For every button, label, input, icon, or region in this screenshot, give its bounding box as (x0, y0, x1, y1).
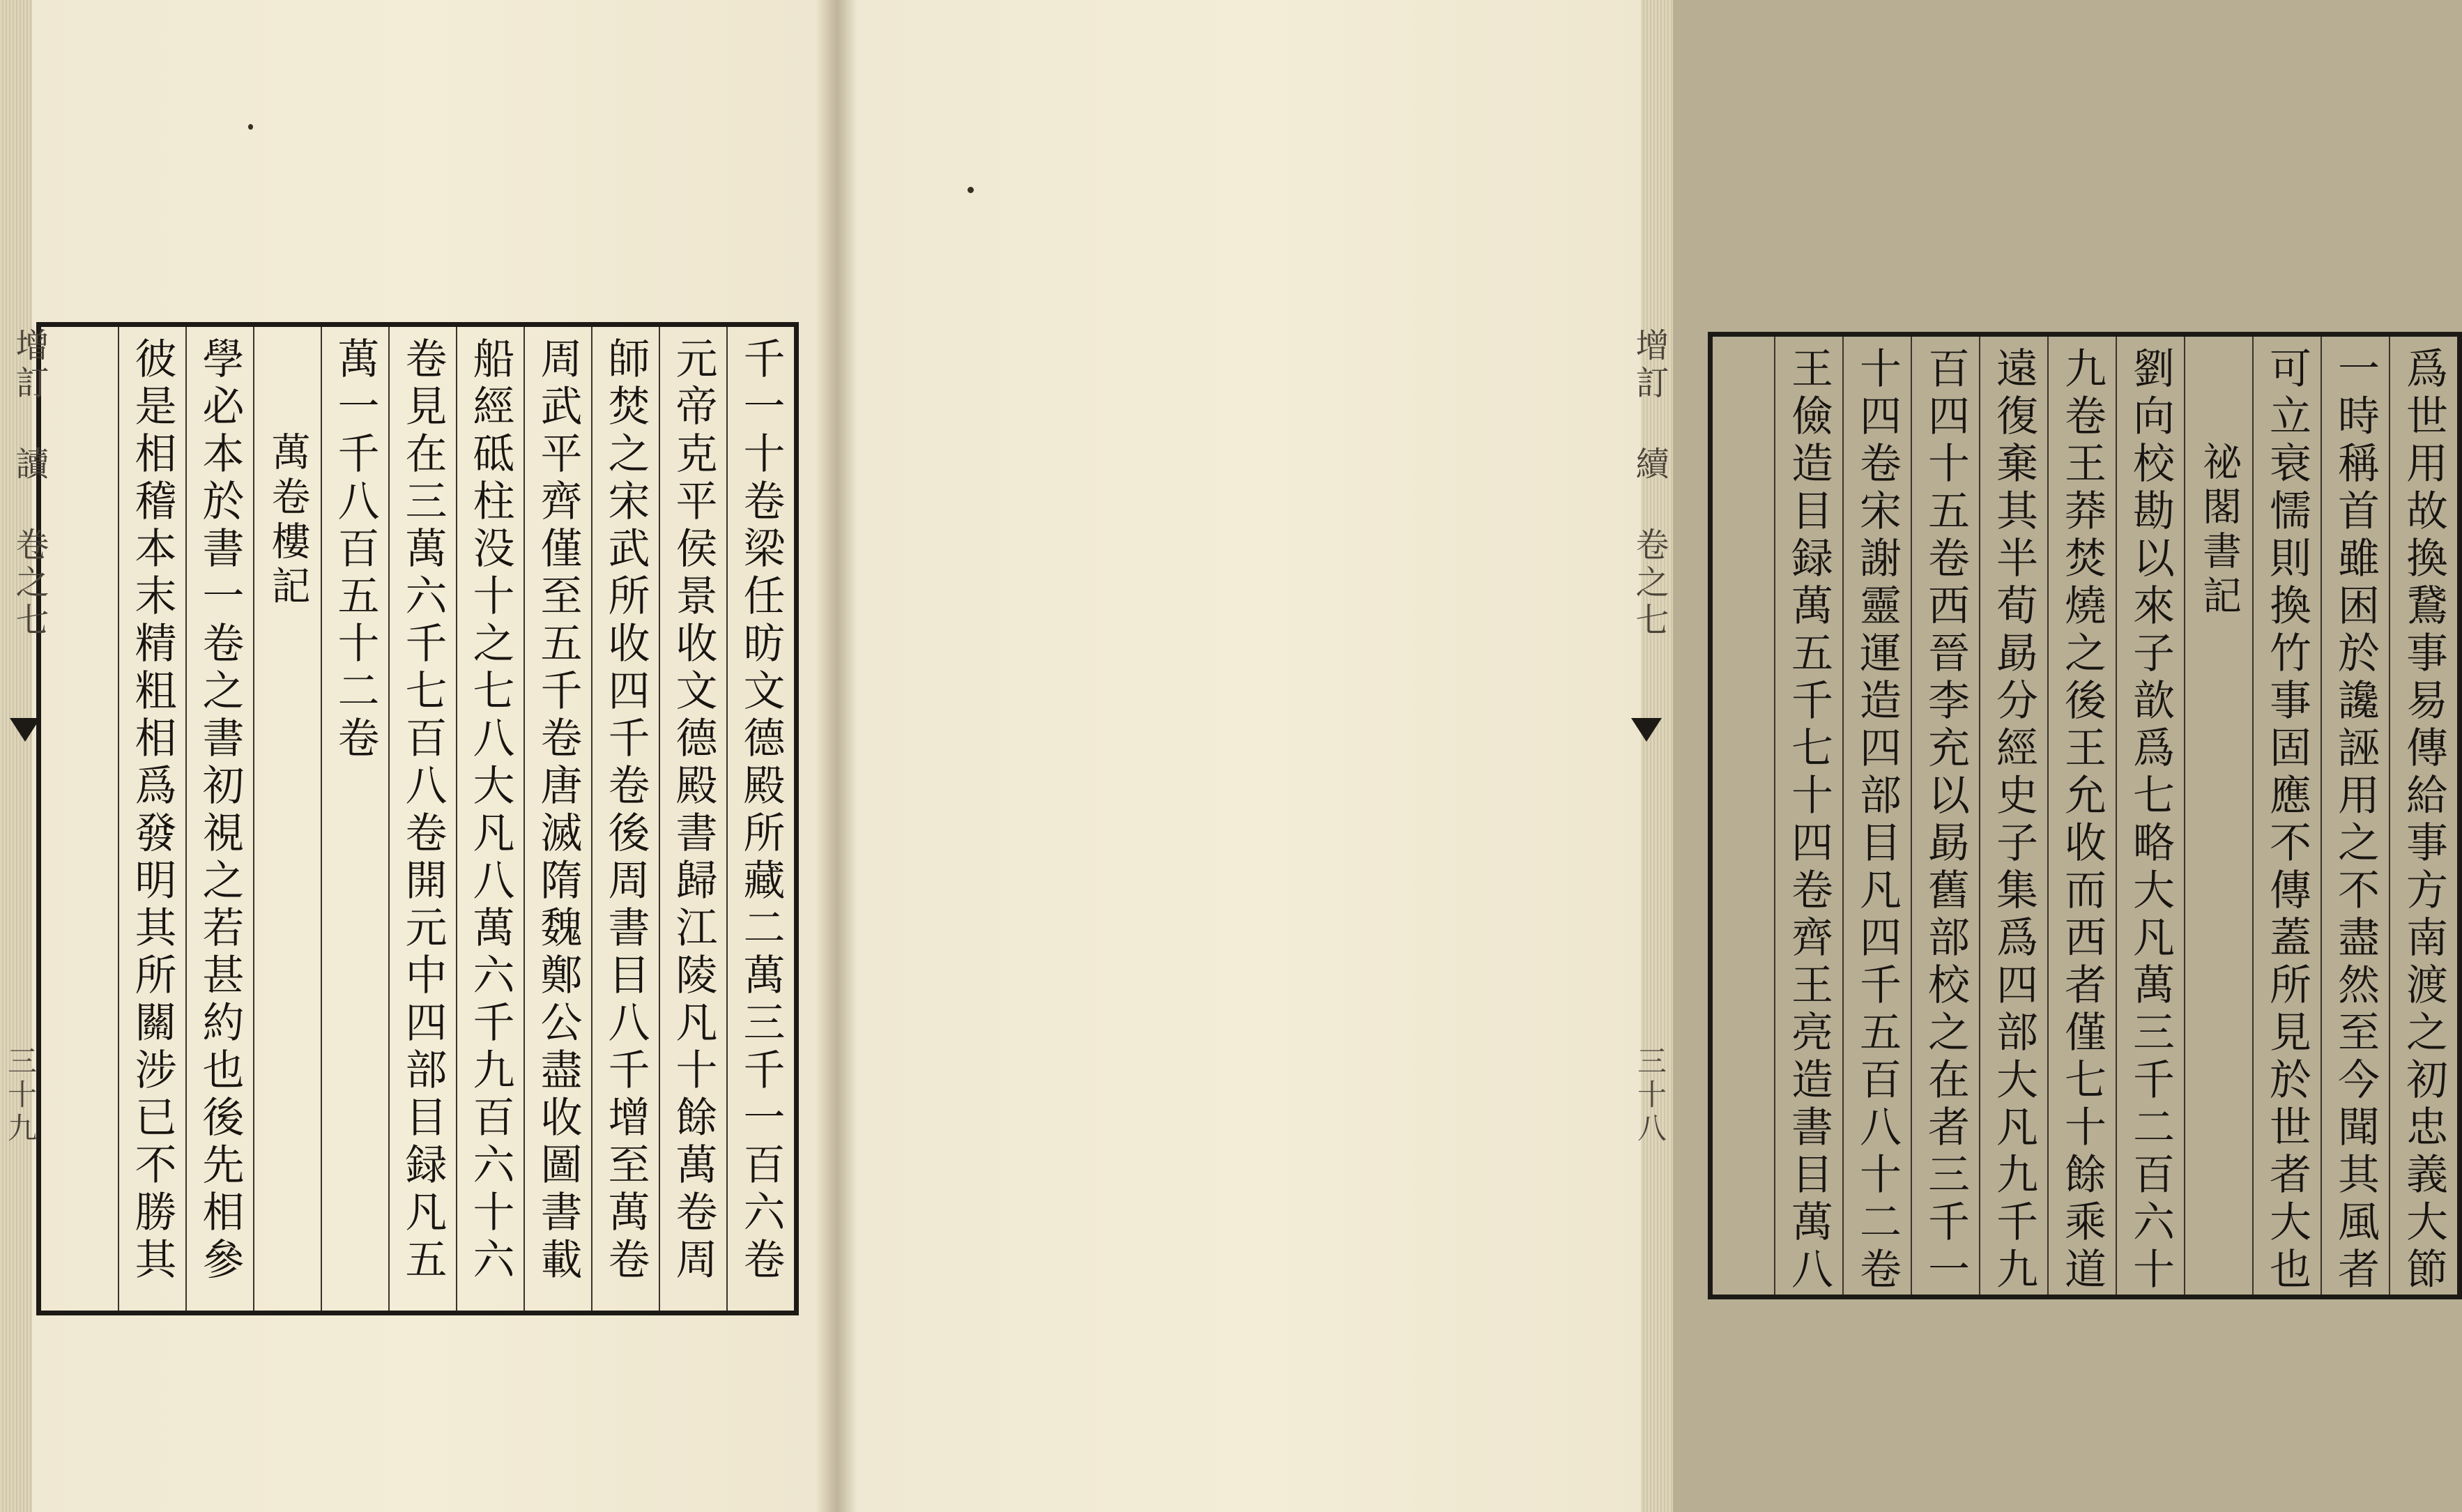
text-column (321, 327, 388, 1311)
text-column (118, 327, 185, 1311)
column-text: 王儉造目録萬五千七十四卷齊王亮造書目萬八 (1784, 346, 1833, 1295)
column-text: 百四十五卷西晉李充以勗舊部校之在者三千一 (1921, 346, 1970, 1295)
fish-tail-mark (1631, 718, 1662, 742)
text-column (1774, 337, 1842, 1295)
column-text: 周武平齊僅至五千卷唐滅隋魏鄭公盡收圖書載 (533, 337, 583, 1285)
text-column (456, 327, 523, 1311)
text-column (1979, 337, 2047, 1295)
column-text: 師焚之宋武所收四千卷後周書目八千增至萬卷 (601, 337, 650, 1285)
column-text: 一時稱首雖困於讒誣用之不盡然至今聞其風者 (2331, 346, 2380, 1295)
text-column (2116, 337, 2184, 1295)
column-text: 遠復棄其半荀勗分經史子集爲四部大凡九千九 (1989, 346, 2038, 1295)
text-column (2252, 337, 2320, 1295)
left-margin-title: 增訂 讀 卷之七 (10, 328, 49, 640)
section-heading: 萬卷樓記 (265, 432, 311, 610)
column-text: 千一十卷梁任昉文德殿所藏二萬三千一百六卷 (736, 337, 786, 1285)
text-column (591, 327, 659, 1311)
left-text-frame (36, 322, 799, 1315)
column-text: 元帝克平侯景收文德殿書歸江陵凡十餘萬卷周 (668, 337, 718, 1285)
column-text: 萬一千八百五十二卷 (330, 337, 380, 763)
right-margin-title: 增訂 續 卷之七 (1630, 328, 1669, 640)
column-text: 爲世用故換鵞事易傳給事方南渡之初忠義大節 (2399, 346, 2448, 1295)
column-text: 卷見在三萬六千七百八卷開元中四部目録凡五 (398, 337, 448, 1285)
book-gutter (816, 0, 857, 1512)
fish-tail-mark (10, 718, 40, 742)
right-page-number: 三十八 (1633, 1046, 1667, 1146)
blank-column (1713, 337, 1774, 1295)
right-page (834, 0, 2448, 1512)
right-page-edges (1641, 0, 1673, 1512)
section-heading: 祕閣書記 (2196, 441, 2242, 620)
text-column (1911, 337, 1979, 1295)
column-text: 劉向校勘以來子歆爲七略大凡萬三千二百六十 (2126, 346, 2175, 1295)
column-text: 船經砥柱没十之七八大凡八萬六千九百六十六 (466, 337, 515, 1285)
ink-speck (248, 124, 253, 130)
column-text: 學必本於書一卷之書初視之若甚約也後先相參 (195, 337, 245, 1285)
text-column (523, 327, 591, 1311)
text-column (1842, 337, 1911, 1295)
left-page (0, 0, 834, 1512)
text-column (659, 327, 726, 1311)
text-column (2320, 337, 2389, 1295)
column-text: 十四卷宋謝靈運造四部目凡四千五百八十二卷 (1853, 346, 1902, 1295)
left-page-edges (0, 0, 32, 1512)
text-column (726, 327, 794, 1311)
right-text-frame (1708, 332, 2462, 1299)
ink-speck (968, 187, 974, 193)
text-column (2047, 337, 2116, 1295)
text-column (388, 327, 456, 1311)
column-text: 可立衰懦則換竹事固應不傳蓋所見於世者大也 (2263, 346, 2311, 1295)
text-column (2389, 337, 2457, 1295)
text-column (185, 327, 253, 1311)
column-text: 九卷王莽焚燒之後王允收而西者僅七十餘乘道 (2058, 346, 2107, 1295)
text-column (2184, 337, 2252, 1295)
column-text: 彼是相稽本末精粗相爲發明其所關涉已不勝其 (128, 337, 177, 1285)
text-column (253, 327, 321, 1311)
left-page-number: 三十九 (3, 1046, 38, 1146)
